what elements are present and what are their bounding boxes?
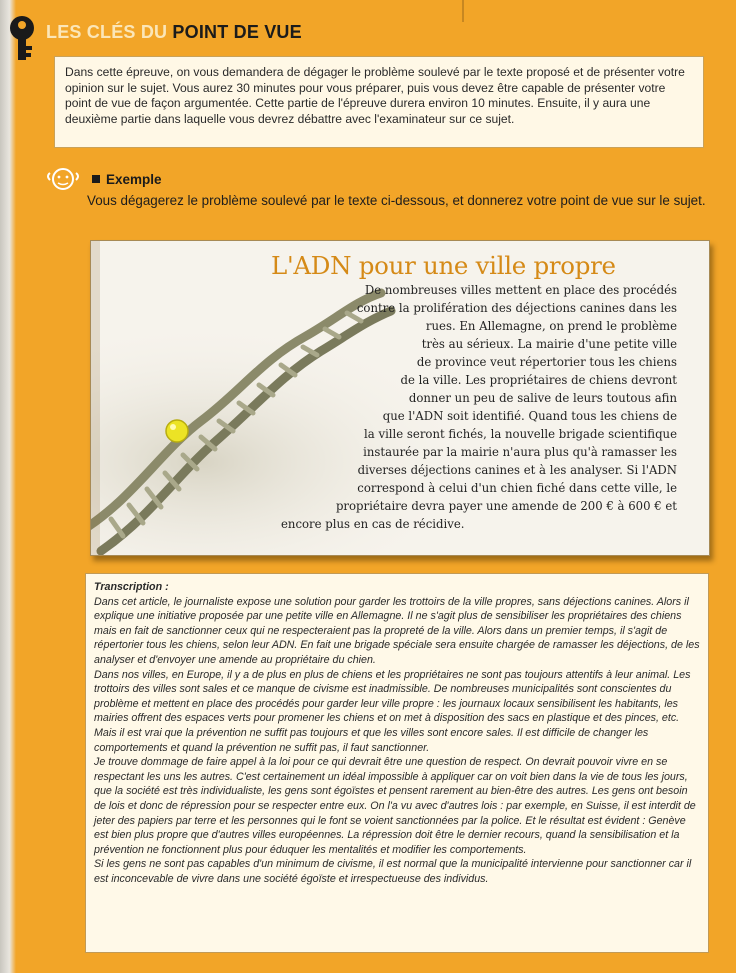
transcription-paragraph: Si les gens ne sont pas capables d'un minimum de civisme, il est normal que la municipalité intervienne pour sanctionner car il est inconcevable de vivre dans une société égoïste et irrespectueuse des individus.: [94, 858, 692, 885]
article-clipping: [90, 240, 710, 556]
transcription-paragraph: Dans cet article, le journaliste expose une solution pour garder les trottoirs de la ville propres, sans déjections canines. Alors il explique une initiative proposée par une petite ville en Allemagne. Il ne s'agit plus de sensibiliser les propriétaires des chiens mais en fait de sanctionner ceux qui ne respecteraient pas la propreté de la ville. Alors dans un premier temps, il s'agit de répertorier tous les chiens, selon leur ADN. En fait une brigade spéciale sera ensuite chargée de ramasser les déjections, de les analyser et d'envoyer une amende au propriétaire du chien.: [94, 595, 700, 666]
page-binding-edge: [0, 0, 16, 973]
instructions-box: [54, 56, 704, 148]
instructions-text: Dans cette épreuve, on vous demandera de dégager le problème soulevé par le texte proposé et de présenter votre opinion sur le sujet. Vous aurez 30 minutes pour vous préparer, puis vous devez être capable de présenter votre point de vue de façon argumentée. Cette partie de l'épreuve durera environ 10 minutes. Ensuite, il y aura une deuxième partie dans laquelle vous devrez débattre avec l'examinateur sur ce sujet.: [65, 65, 685, 126]
key-icon: [5, 14, 39, 66]
page-crease: [462, 0, 464, 22]
article-line: correspond à celui d'un chien fiché dans cette ville, le: [357, 481, 677, 495]
article-line: très au sérieux. La mairie d'une petite ville: [421, 337, 677, 351]
article-line: rues. En Allemagne, on prend le problème: [425, 319, 677, 333]
bullet-square-icon: [92, 175, 100, 183]
section-title-light: LES CLÉS DU: [46, 22, 173, 42]
article-line: de la ville. Les propriétaires de chiens devront: [400, 373, 677, 387]
article-line: De nombreuses villes mettent en place des procédés: [364, 283, 677, 297]
article-line: donner un peu de salive de leurs toutous afin: [408, 391, 677, 405]
article-line: diverses déjections canines et à les analyser. Si l'ADN: [357, 463, 677, 477]
transcription-paragraph: Dans nos villes, en Europe, il y a de plus en plus de chiens et les propriétaires ne sont pas toujours attentifs à leur animal. Les trottoirs des villes sont sales et ce manque de civisme est inadmissible. De nombreuses municipalités sont conscientes du problème et mettent en place des procédés pour garder leur ville propre : les journaux locaux sensibilisent les habitants, les mairies offrent des espaces verts pour promener les chiens et on met à disposition des sacs en plastique et des pinces, etc. Mais il est vrai que la prévention ne suffit pas toujours et que les villes sont encore sales. Il est difficile de changer les comportements et quand la prévention ne suffit pas, il faut sanctionner.: [94, 668, 691, 754]
article-line: que l'ADN soit identifié. Quand tous les chiens de: [382, 409, 677, 423]
section-title-dark: POINT DE VUE: [172, 22, 302, 42]
article-line: propriétaire devra payer une amende de 200 € à 600 € et: [335, 499, 677, 513]
thinking-face-icon: [46, 167, 80, 193]
article-line: la ville seront fichés, la nouvelle brigade scientifique: [364, 427, 677, 441]
example-heading-text: Exemple: [106, 172, 162, 187]
example-instruction: Vous dégagerez le problème soulevé par le texte ci-dessous, et donnerez votre point de vue sur le sujet.: [87, 193, 706, 208]
transcription-box: [85, 573, 709, 953]
article-title: L'ADN pour une ville propre: [271, 251, 616, 280]
section-title: [46, 22, 302, 43]
article-line: de province veut répertorier tous les chiens: [416, 355, 677, 369]
transcription-paragraph: Je trouve dommage de faire appel à la loi pour ce qui devrait être une question de respect. On devrait pouvoir vivre en se respectant les uns les autres. C'est certainement un idéal impossible à appliquer car on voit bien dans la vie de tous les jours, que la société est très individualiste, les gens sont égoïstes et pensent rarement au bien-être des autres. Les gens ont besoin de lois et donc de répression pour se respecter entre eux. On l'a vu avec d'autres lois : par exemple, en Suisse, il est interdit de jeter des papiers par terre et les personnes qui le font se voient sanctionnées par la police. Et le résultat est évident : Genève est bien plus propre que d'autres villes européennes. La répression doit être le dernier recours, quand la sensibilisation et la prévention ne fonctionnent plus pour éduquer les mentalités et modifier les comportements.: [94, 756, 696, 856]
article-line: encore plus en cas de récidive.: [281, 517, 465, 531]
article-line: instaurée par la mairie n'aura plus qu'à ramasser les: [363, 445, 677, 459]
example-heading: [92, 172, 162, 187]
article-line: contre la prolifération des déjections canines dans les: [356, 301, 677, 315]
transcription-title: Transcription :: [94, 581, 169, 593]
